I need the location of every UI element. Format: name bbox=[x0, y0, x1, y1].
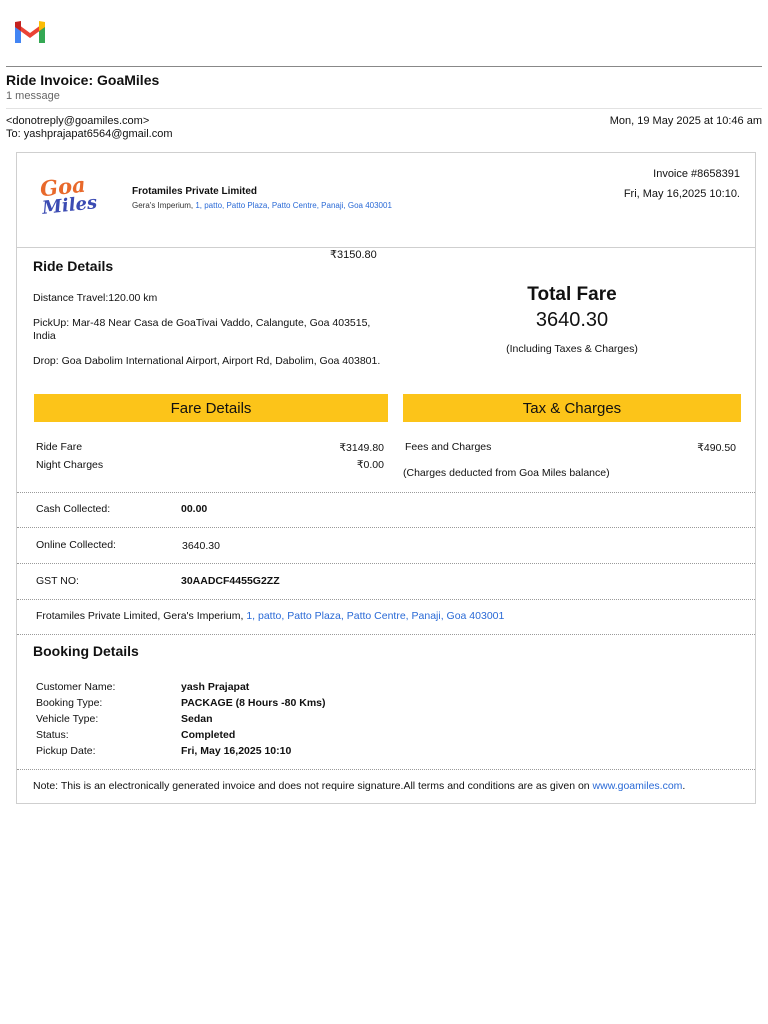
status-value: Completed bbox=[181, 729, 236, 741]
online-collected-value: 3640.30 bbox=[182, 540, 220, 552]
logo-text-goa: Goa bbox=[38, 171, 87, 202]
status-label: Status: bbox=[36, 729, 69, 741]
invoice-number: Invoice #8658391 bbox=[653, 168, 740, 180]
ride-fare-value: ₹3149.80 bbox=[339, 442, 384, 454]
invoice-date: Fri, May 16,2025 10:10. bbox=[623, 188, 740, 200]
ride-details-title: Ride Details bbox=[33, 258, 114, 274]
drop-location: Drop: Goa Dabolim International Airport, Airport Rd, Dabolim, Goa 403801. bbox=[33, 355, 381, 367]
booking-details-title: Booking Details bbox=[33, 643, 139, 659]
night-charges-value: ₹0.00 bbox=[356, 459, 384, 471]
charges-note: (Charges deducted from Goa Miles balance) bbox=[403, 467, 610, 479]
header-separator bbox=[17, 247, 755, 248]
booking-type-value: PACKAGE (8 Hours -80 Kms) bbox=[181, 697, 326, 709]
logo-text-miles: Miles bbox=[41, 192, 99, 219]
note-text: Note: This is an electronically generated invoice and does not require signature.All terms and conditions are as given on bbox=[33, 780, 593, 792]
divider bbox=[17, 492, 755, 493]
gmail-logo-icon[interactable] bbox=[12, 16, 48, 46]
tax-charges-header: Tax & Charges bbox=[403, 394, 741, 422]
pickup-date-label: Pickup Date: bbox=[36, 745, 96, 757]
message-count: 1 message bbox=[6, 90, 60, 102]
divider bbox=[17, 527, 755, 528]
cash-collected-label: Cash Collected: bbox=[36, 503, 111, 515]
booking-type-label: Booking Type: bbox=[36, 697, 103, 709]
invoice-note bbox=[33, 780, 685, 792]
vehicle-type-value: Sedan bbox=[181, 713, 213, 725]
customer-name-value: yash Prajapat bbox=[181, 681, 250, 693]
sender-address[interactable]: <donotreply@goamiles.com> bbox=[6, 115, 150, 127]
company-address-prefix: Gera's Imperium, bbox=[132, 201, 196, 210]
gst-value: 30AADCF4455G2ZZ bbox=[181, 575, 280, 587]
gst-label: GST NO: bbox=[36, 575, 79, 587]
night-charges-label: Night Charges bbox=[36, 459, 104, 471]
total-fare-note: (Including Taxes & Charges) bbox=[506, 343, 638, 355]
email-date: Mon, 19 May 2025 at 10:46 am bbox=[609, 115, 762, 127]
footer-address-prefix: Frotamiles Private Limited, Gera's Imperium, bbox=[36, 610, 247, 622]
note-suffix: . bbox=[682, 780, 686, 792]
online-collected-label: Online Collected: bbox=[36, 539, 116, 551]
pickup-date-value: Fri, May 16,2025 10:10 bbox=[181, 745, 292, 757]
header-divider bbox=[6, 66, 762, 67]
recipient-address: To: yashprajapat6564@gmail.com bbox=[6, 128, 173, 140]
invoice-card bbox=[16, 152, 756, 804]
fees-charges-value: ₹490.50 bbox=[697, 442, 736, 454]
customer-name-label: Customer Name: bbox=[36, 681, 116, 693]
cash-collected-value: 00.00 bbox=[181, 503, 208, 515]
goamiles-logo bbox=[36, 171, 99, 220]
company-address-link[interactable]: 1, patto, Patto Plaza, Patto Centre, Panaji, Goa 403001 bbox=[195, 201, 392, 210]
vehicle-type-label: Vehicle Type: bbox=[36, 713, 99, 725]
divider bbox=[17, 599, 755, 600]
distance-travel: Distance Travel:120.00 km bbox=[33, 292, 158, 304]
fees-charges-label: Fees and Charges bbox=[405, 441, 492, 453]
divider bbox=[17, 769, 755, 770]
company-name: Frotamiles Private Limited bbox=[132, 186, 258, 197]
subject-divider bbox=[6, 108, 762, 109]
fare-details-header: Fare Details bbox=[34, 394, 388, 422]
footer-address-link[interactable]: 1, patto, Patto Plaza, Patto Centre, Panaji, Goa 403001 bbox=[246, 610, 505, 622]
total-fare-value: 3640.30 bbox=[535, 309, 609, 331]
divider bbox=[17, 563, 755, 564]
company-address bbox=[132, 201, 392, 210]
company-footer-address bbox=[36, 610, 504, 622]
pickup-location: PickUp: Mar-48 Near Casa de GoaTivai Vaddo, Calangute, Goa 403515, India bbox=[33, 317, 371, 342]
email-subject: Ride Invoice: GoaMiles bbox=[6, 72, 160, 88]
website-link[interactable]: www.goamiles.com bbox=[592, 780, 683, 792]
ride-fare-label: Ride Fare bbox=[36, 441, 83, 453]
divider bbox=[17, 634, 755, 635]
total-fare-title: Total Fare bbox=[527, 284, 617, 305]
ride-amount: ₹3150.80 bbox=[330, 249, 377, 261]
